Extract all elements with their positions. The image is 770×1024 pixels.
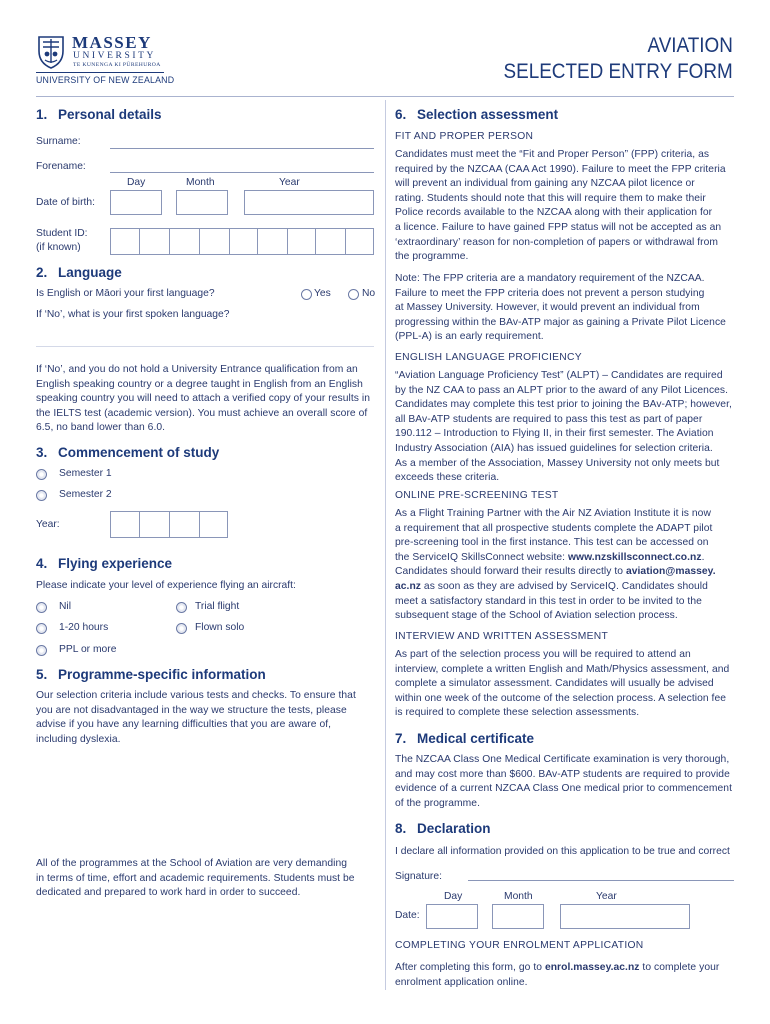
student-id-label: Student ID: xyxy=(36,228,88,239)
language-yes-radio[interactable] xyxy=(301,289,312,300)
section-flying-heading: 4. Flying experience xyxy=(36,556,173,571)
dob-year-label: Year xyxy=(279,177,300,188)
elp-paragraph: “Aviation Language Proficiency Test” (ALPT) – Candidates are required by the NZ CAA to pass an ALPT prior to the award of any Pilot Licences. Candidates may complete this test prior to joining the BAv-ATP; however, all BAv-ATP students are required to pass this test as part of paper 190.112 – Introduction to Flying II, in their first semester. The Aviation Industry Association (AIA) has issued guidelines for selection criteria. As a member of the Association, Massey University not only meets but exceeds these criteria. xyxy=(395,370,732,484)
column-divider xyxy=(385,100,386,990)
declaration-statement: I declare all information provided on this application to be true and correct xyxy=(395,846,730,857)
enrol-title: COMPLETING YOUR ENROLMENT APPLICATION xyxy=(395,940,644,951)
forename-field[interactable] xyxy=(110,172,374,173)
language-no-label: No xyxy=(362,288,376,299)
semester2-radio[interactable] xyxy=(36,490,47,501)
flying-solo-radio[interactable] xyxy=(176,623,187,634)
student-id-sub-label: (if known) xyxy=(36,242,81,253)
commencement-year-label: Year: xyxy=(36,519,60,530)
first-spoken-language-label: If ‘No’, what is your first spoken language? xyxy=(36,309,230,320)
elp-title: ENGLISH LANGUAGE PROFICIENCY xyxy=(395,352,582,363)
ops-paragraph: As a Flight Training Partner with the Air NZ Aviation Institute it is now a requirement that all prospective students complete the ADAPT pilot pre-screening tool in the first instance. This test can be accessed on the ServiceIQ SkillsConnect website: www.nzskillsconnect.co.nz. Candidates should forward their results directly to aviation@massey. ac.nz as soon as they are advised by ServiceIQ. Candidates should meet a satisfactory standard in this test in order to be invited to the subsequent stage of the School of Aviation selection process. xyxy=(395,508,716,622)
form-title-line2: SELECTED ENTRY FORM xyxy=(503,60,733,83)
programme-paragraph-1: Our selection criteria include various tests and checks. To ensure that you are not disadvantaged in the way we structure the tests, please advise if you have any learning difficulties that you are aware of, including dyslexia. xyxy=(36,690,356,745)
dob-year-field[interactable] xyxy=(244,190,374,215)
section-personal-heading: 1. Personal details xyxy=(36,107,162,122)
section-language-heading: 2. Language xyxy=(36,265,122,280)
semester1-label: Semester 1 xyxy=(59,468,112,479)
logo-name: MASSEY xyxy=(72,33,152,52)
date-month-label: Month xyxy=(504,891,533,902)
language-no-radio[interactable] xyxy=(348,289,359,300)
first-language-question: Is English or Māori your first language? xyxy=(36,288,215,299)
date-year-field[interactable] xyxy=(560,904,690,929)
dob-label: Date of birth: xyxy=(36,197,95,208)
section-selection-heading: 6. Selection assessment xyxy=(395,107,559,122)
signature-label: Signature: xyxy=(395,871,442,882)
date-day-field[interactable] xyxy=(426,904,478,929)
logo-maori: TE KUNENGA KI PŪREHUROA xyxy=(73,62,161,68)
header-divider xyxy=(36,96,734,97)
iwa-paragraph: As part of the selection process you will be required to attend an interview, complete a written English and Math/Physics assessment, and complete a simulator assessment. Candidates will usually be advised within one week of the outcome of the selection process. A selection fee is required to complete these selection assessments. xyxy=(395,649,730,719)
student-id-field[interactable] xyxy=(110,228,374,255)
flying-solo-label: Flown solo xyxy=(195,622,245,633)
dob-day-label: Day xyxy=(127,177,146,188)
crest-icon xyxy=(36,33,66,69)
section-programme-heading: 5. Programme-specific information xyxy=(36,667,266,682)
commencement-year-field[interactable] xyxy=(110,511,228,538)
aviation-email-link[interactable]: aviation@massey. xyxy=(625,566,716,578)
flying-ppl-radio[interactable] xyxy=(36,645,47,656)
medical-paragraph: The NZCAA Class One Medical Certificate examination is very thorough, and may cost more than $600. BAv-ATP students are required to provide evidence of a current NZCAA Class One medical prior to commencement of the programme. xyxy=(395,754,732,809)
section-commencement-heading: 3. Commencement of study xyxy=(36,445,220,460)
ops-title: ONLINE PRE-SCREENING TEST xyxy=(395,490,559,501)
date-day-label: Day xyxy=(444,891,463,902)
flying-nil-radio[interactable] xyxy=(36,602,47,613)
section-medical-heading: 7. Medical certificate xyxy=(395,731,535,746)
surname-label: Surname: xyxy=(36,136,81,147)
forename-label: Forename: xyxy=(36,161,86,172)
fpp-paragraph: Candidates must meet the “Fit and Proper Person” (FPP) criteria, as required by the NZCAA (CAA Act 1990). Failure to meet the FPP criteria will prevent an individual from gaining any NZCAA pilot licence or rating. Students should note that this will require them to make their Police records available to the NZCAA along with their application for a licence. Failure to have gained FPP status will not be accepted as an ‘extraordinary’ reason for non-completion of papers or withdrawal from the programme. xyxy=(395,149,726,263)
signature-field[interactable] xyxy=(468,880,734,881)
dob-month-label: Month xyxy=(186,177,215,188)
ielts-paragraph: If ‘No’, and you do not hold a University Entrance qualification from an English speaking country or a degree taught in English from an English speaking country you will need to attach a verified copy of your results in the IELTS test (academic version). You must achieve an overall score of 6.5, no band lower than 6.0. xyxy=(36,364,370,434)
first-spoken-language-field[interactable] xyxy=(36,346,374,347)
logo-rule xyxy=(36,72,164,73)
iwa-title: INTERVIEW AND WRITTEN ASSESSMENT xyxy=(395,631,609,642)
fpp-title: FIT AND PROPER PERSON xyxy=(395,131,534,142)
surname-field[interactable] xyxy=(110,148,374,149)
form-title-line1: AVIATION xyxy=(647,34,733,57)
section-declaration-heading: 8. Declaration xyxy=(395,821,491,836)
university-label: UNIVERSITY OF NEW ZEALAND xyxy=(36,75,175,85)
flying-trial-label: Trial flight xyxy=(195,601,240,612)
logo-sub: UNIVERSITY xyxy=(73,51,156,61)
aviation-email-link-cont[interactable]: ac.nz xyxy=(395,580,422,592)
flying-hours-label: 1-20 hours xyxy=(59,622,109,633)
flying-nil-label: Nil xyxy=(59,601,72,612)
date-year-label: Year xyxy=(596,891,617,902)
flying-trial-radio[interactable] xyxy=(176,602,187,613)
date-label: Date: xyxy=(395,910,420,921)
flying-hours-radio[interactable] xyxy=(36,623,47,634)
language-yes-label: Yes xyxy=(314,288,331,299)
semester2-label: Semester 2 xyxy=(59,489,112,500)
flying-ppl-label: PPL or more xyxy=(59,644,117,655)
date-month-field[interactable] xyxy=(492,904,544,929)
enrol-link[interactable]: enrol.massey.ac.nz xyxy=(544,962,640,973)
dob-day-field[interactable] xyxy=(110,190,162,215)
enrol-paragraph: After completing this form, go to enrol.massey.ac.nz to complete your enrolment application online. xyxy=(395,962,720,988)
programme-paragraph-2: All of the programmes at the School of Aviation are very demanding in terms of time, effort and academic requirements. Students must be dedicated and prepared to work hard in order to succeed. xyxy=(36,858,355,899)
dob-month-field[interactable] xyxy=(176,190,228,215)
semester1-radio[interactable] xyxy=(36,469,47,480)
skillsconnect-link[interactable]: www.nzskillsconnect.co.nz xyxy=(567,551,702,563)
flying-prompt: Please indicate your level of experience flying an aircraft: xyxy=(36,580,296,591)
fpp-note-paragraph: Note: The FPP criteria are a mandatory requirement of the NZCAA. Failure to meet the FPP criteria does not prevent a person studying at Massey University. However, it would prevent an individual from progressing within the BAv-ATP major as gaining a Private Pilot Licence (PPL-A) is an early requirement. xyxy=(395,273,726,343)
